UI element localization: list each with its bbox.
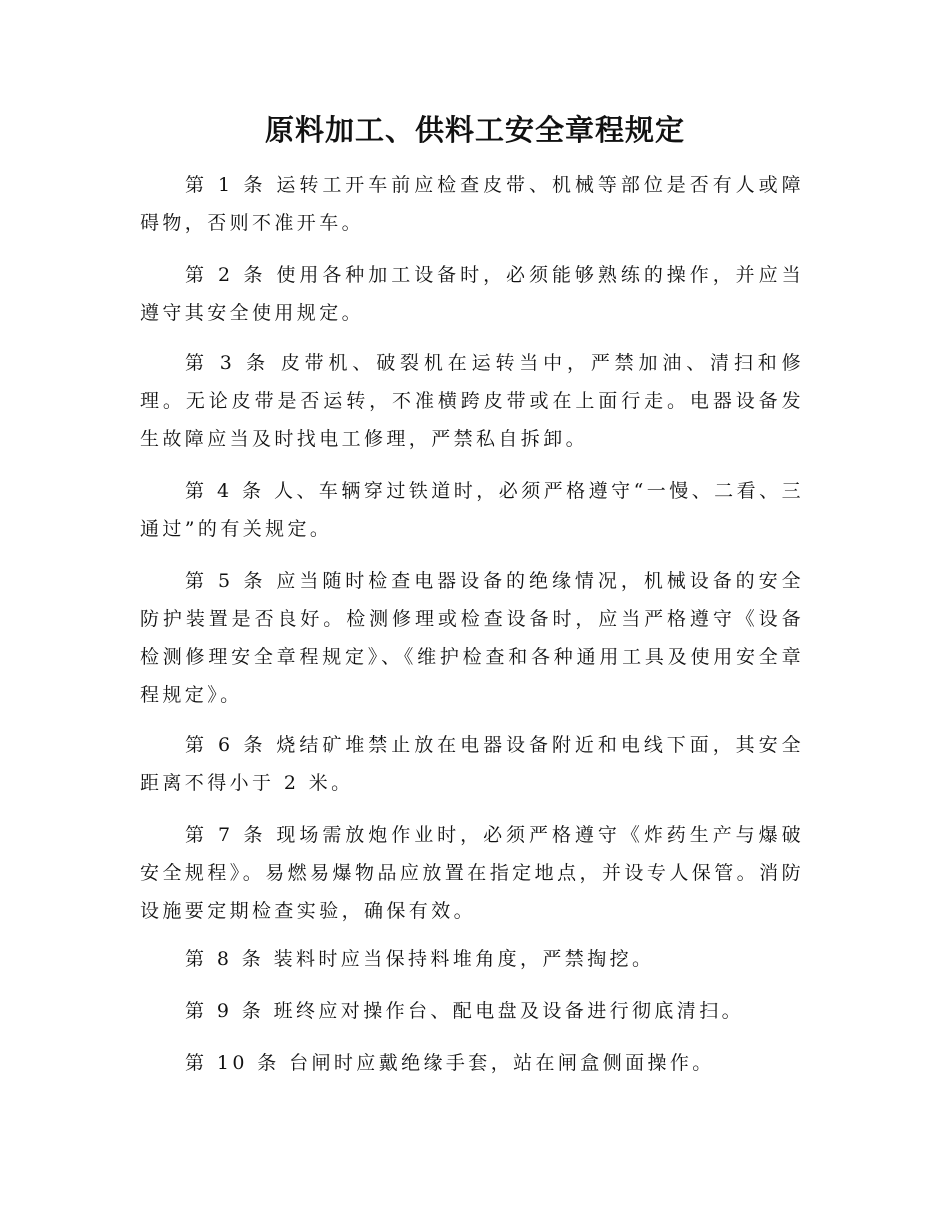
article-1: 第 1 条 运转工开车前应检查皮带、机械等部位是否有人或障碍物，否则不准开车。	[140, 174, 804, 234]
article-6: 第 6 条 烧结矿堆禁止放在电器设备附近和电线下面，其安全距离不得小于 2 米。	[140, 734, 804, 794]
article-9: 第 9 条 班终应对操作台、配电盘及设备进行彻底清扫。	[185, 1000, 745, 1022]
article-7: 第 7 条 现场需放炮作业时，必须严格遵守《炸药生产与爆破安全规程》。易燃易爆物品应放置在指定地点，并设专人保管。消防设施要定期检查实验，确保有效。	[140, 824, 804, 922]
article-3: 第 3 条 皮带机、破裂机在运转当中，严禁加油、清扫和修理。无论皮带是否运转，不准横跨皮带或在上面行走。电器设备发生故障应当及时找电工修理，严禁私自拆卸。	[140, 352, 804, 450]
article-2: 第 2 条 使用各种加工设备时，必须能够熟练的操作，并应当遵守其安全使用规定。	[140, 264, 804, 324]
article-5: 第 5 条 应当随时检查电器设备的绝缘情况，机械设备的安全防护装置是否良好。检测修理或检查设备时，应当严格遵守《设备检测修理安全章程规定》、《维护检查和各种通用工具及使用安全章程规定》。	[140, 570, 804, 706]
document-title: 原料加工、供料工安全章程规定	[264, 113, 685, 147]
article-8: 第 8 条 装料时应当保持料堆角度，严禁掏挖。	[185, 948, 655, 970]
article-4: 第 4 条 人、车辆穿过铁道时，必须严格遵守“一慢、二看、三通过”的有关规定。	[140, 480, 804, 540]
article-10: 第 10 条 台闸时应戴绝缘手套，站在闸盒侧面操作。	[185, 1052, 715, 1074]
